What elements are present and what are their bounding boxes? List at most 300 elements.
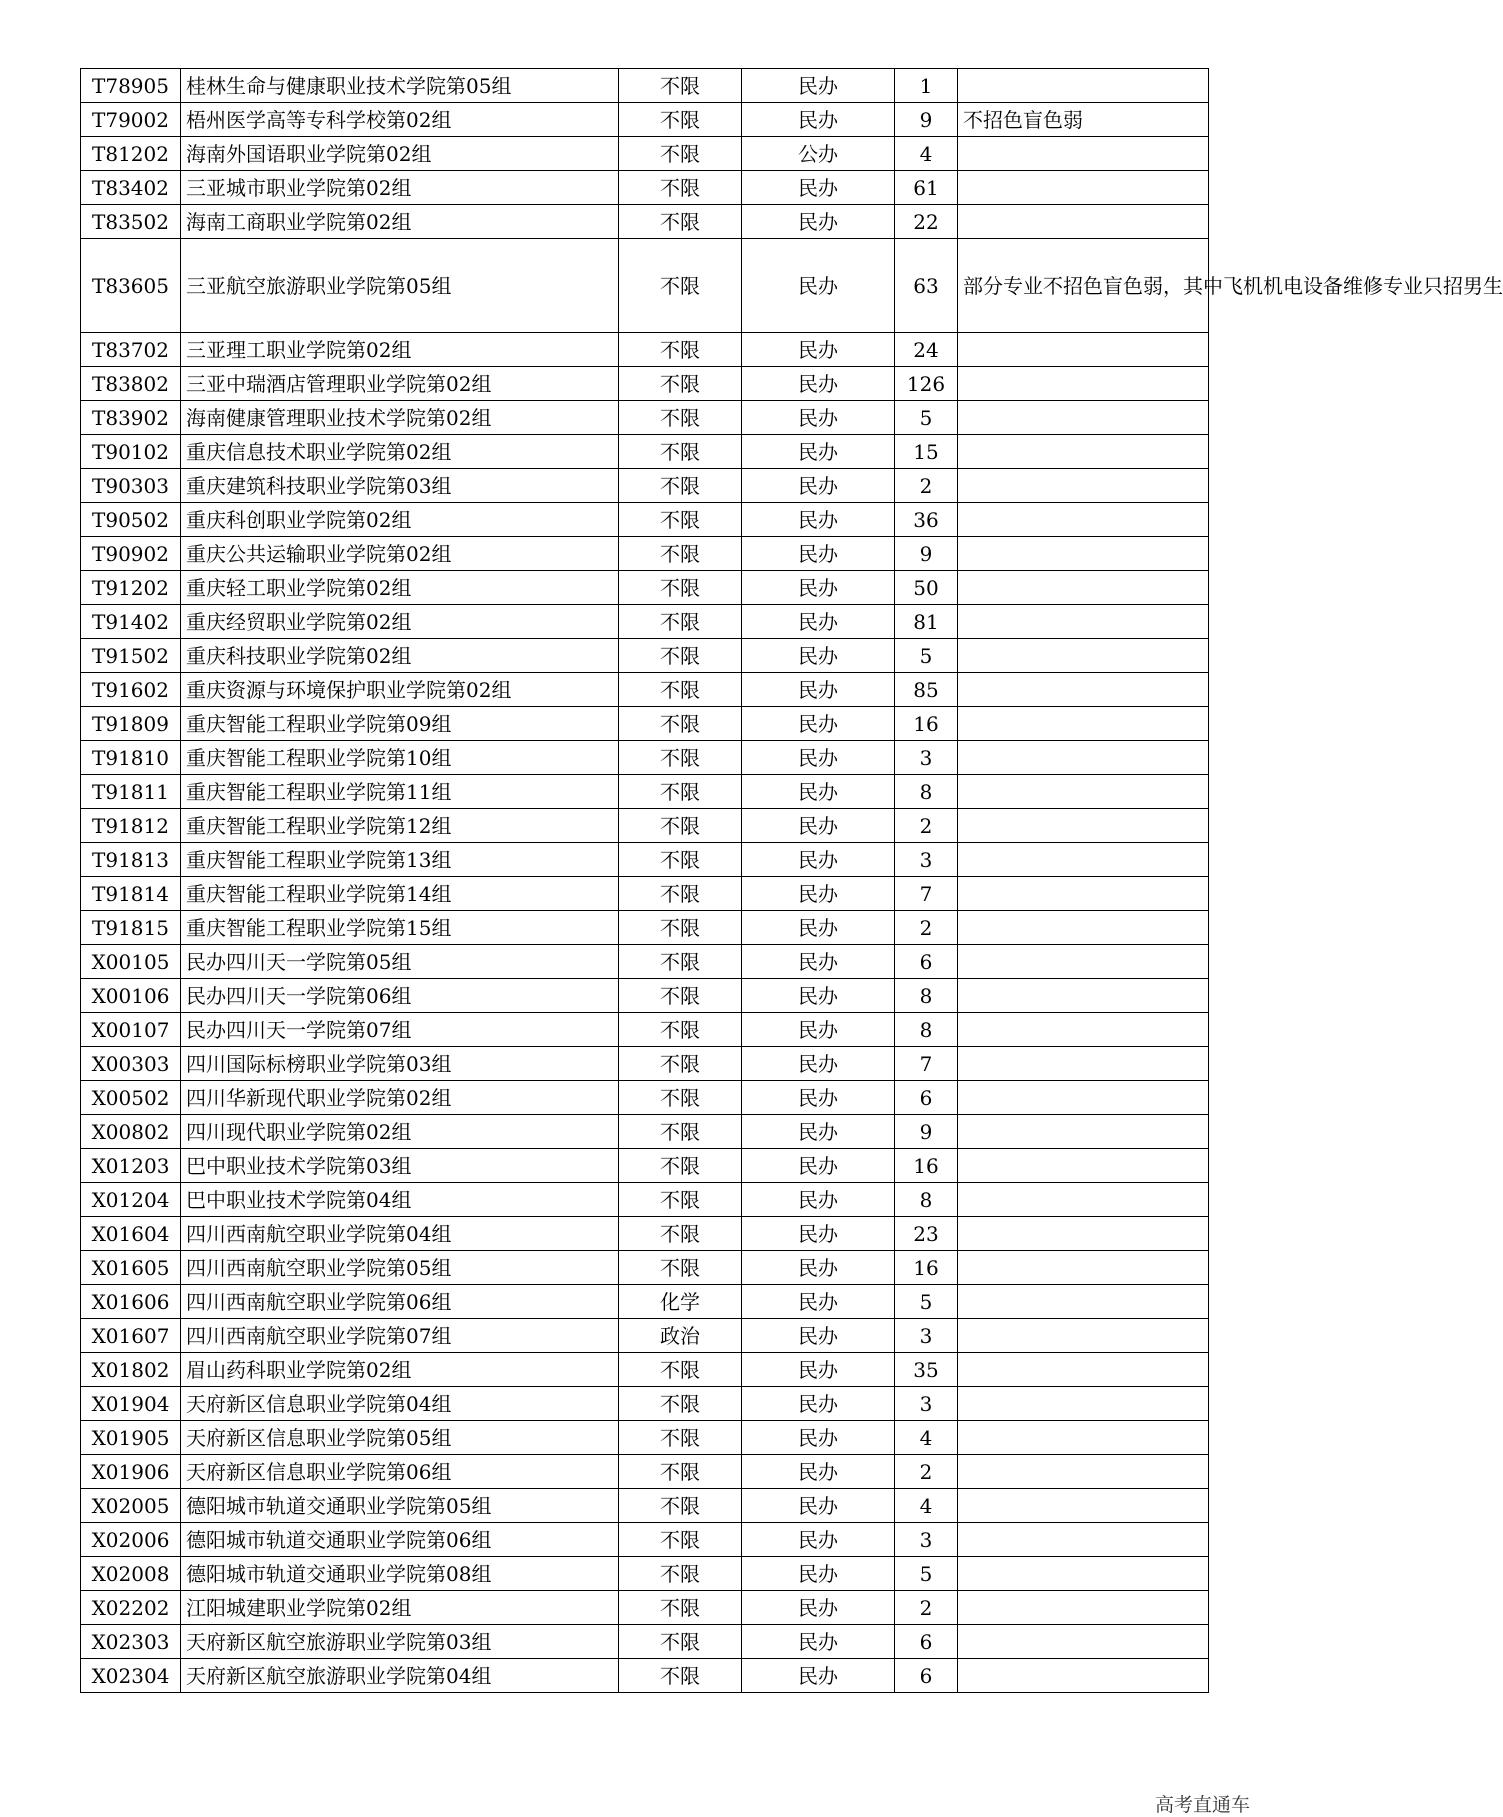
group-code-cell: X01904: [81, 1387, 181, 1421]
plan-count-cell: 81: [895, 605, 958, 639]
school-group-name-cell: 重庆科创职业学院第02组: [181, 503, 619, 537]
plan-count-cell: 3: [895, 741, 958, 775]
remarks-cell: [958, 639, 1209, 673]
school-type-cell: 民办: [742, 945, 895, 979]
plan-count-cell: 9: [895, 103, 958, 137]
subject-requirement-cell: 不限: [619, 571, 742, 605]
subject-requirement-cell: 不限: [619, 673, 742, 707]
table-row: [81, 401, 1209, 435]
school-group-name-cell: 德阳城市轨道交通职业学院第08组: [181, 1557, 619, 1591]
table-row: [81, 137, 1209, 171]
table-row: [81, 1659, 1209, 1693]
school-type-cell: 民办: [742, 1081, 895, 1115]
table-row: [81, 775, 1209, 809]
remarks-cell: [958, 137, 1209, 171]
plan-count-cell: 23: [895, 1217, 958, 1251]
subject-requirement-cell: 不限: [619, 171, 742, 205]
table-row: [81, 809, 1209, 843]
school-group-name-cell: 重庆智能工程职业学院第15组: [181, 911, 619, 945]
school-type-cell: 民办: [742, 239, 895, 333]
subject-requirement-cell: 不限: [619, 605, 742, 639]
remarks-cell: [958, 775, 1209, 809]
remarks-cell: [958, 1421, 1209, 1455]
group-code-cell: X02303: [81, 1625, 181, 1659]
subject-requirement-cell: 化学: [619, 1285, 742, 1319]
subject-requirement-cell: 不限: [619, 1149, 742, 1183]
plan-count-cell: 5: [895, 401, 958, 435]
table-row: [81, 1013, 1209, 1047]
remarks-cell: [958, 469, 1209, 503]
group-code-cell: T83702: [81, 333, 181, 367]
plan-count-cell: 1: [895, 69, 958, 103]
subject-requirement-cell: 不限: [619, 809, 742, 843]
school-group-name-cell: 重庆科技职业学院第02组: [181, 639, 619, 673]
remarks-cell: [958, 741, 1209, 775]
school-group-name-cell: 民办四川天一学院第06组: [181, 979, 619, 1013]
plan-count-cell: 8: [895, 1183, 958, 1217]
remarks-cell: [958, 809, 1209, 843]
plan-count-cell: 50: [895, 571, 958, 605]
table-row: [81, 1523, 1209, 1557]
group-code-cell: T91814: [81, 877, 181, 911]
school-group-name-cell: 桂林生命与健康职业技术学院第05组: [181, 69, 619, 103]
school-group-name-cell: 重庆公共运输职业学院第02组: [181, 537, 619, 571]
subject-requirement-cell: 不限: [619, 503, 742, 537]
school-group-name-cell: 重庆经贸职业学院第02组: [181, 605, 619, 639]
table-row: [81, 171, 1209, 205]
remarks-cell: [958, 1353, 1209, 1387]
plan-count-cell: 2: [895, 1455, 958, 1489]
table-row: [81, 639, 1209, 673]
school-type-cell: 民办: [742, 503, 895, 537]
subject-requirement-cell: 不限: [619, 775, 742, 809]
school-type-cell: 民办: [742, 775, 895, 809]
plan-count-cell: 9: [895, 1115, 958, 1149]
remarks-cell: [958, 205, 1209, 239]
table-row: [81, 1489, 1209, 1523]
group-code-cell: X02005: [81, 1489, 181, 1523]
remarks-cell: [958, 435, 1209, 469]
school-group-name-cell: 重庆智能工程职业学院第10组: [181, 741, 619, 775]
school-type-cell: 民办: [742, 537, 895, 571]
school-group-name-cell: 四川现代职业学院第02组: [181, 1115, 619, 1149]
school-type-cell: 民办: [742, 1659, 895, 1693]
table-row: [81, 103, 1209, 137]
remarks-cell: [958, 1455, 1209, 1489]
group-code-cell: T91812: [81, 809, 181, 843]
remarks-cell: [958, 1625, 1209, 1659]
group-code-cell: X01604: [81, 1217, 181, 1251]
school-type-cell: 民办: [742, 367, 895, 401]
group-code-cell: T91202: [81, 571, 181, 605]
group-code-cell: T83802: [81, 367, 181, 401]
remarks-cell: [958, 1387, 1209, 1421]
plan-count-cell: 2: [895, 1591, 958, 1625]
group-code-cell: T91810: [81, 741, 181, 775]
subject-requirement-cell: 不限: [619, 979, 742, 1013]
subject-requirement-cell: 不限: [619, 137, 742, 171]
table-row: [81, 1387, 1209, 1421]
remarks-cell: [958, 1319, 1209, 1353]
plan-count-cell: 3: [895, 1523, 958, 1557]
school-type-cell: 民办: [742, 809, 895, 843]
subject-requirement-cell: 不限: [619, 205, 742, 239]
remarks-cell: [958, 367, 1209, 401]
remarks-cell: [958, 1251, 1209, 1285]
plan-count-cell: 15: [895, 435, 958, 469]
group-code-cell: T83402: [81, 171, 181, 205]
school-group-name-cell: 天府新区航空旅游职业学院第03组: [181, 1625, 619, 1659]
table-row: [81, 239, 1209, 333]
group-code-cell: T83605: [81, 239, 181, 333]
plan-count-cell: 6: [895, 1659, 958, 1693]
plan-count-cell: 5: [895, 639, 958, 673]
school-group-name-cell: 四川国际标榜职业学院第03组: [181, 1047, 619, 1081]
subject-requirement-cell: 不限: [619, 1251, 742, 1285]
group-code-cell: T91402: [81, 605, 181, 639]
subject-requirement-cell: 不限: [619, 639, 742, 673]
subject-requirement-cell: 不限: [619, 843, 742, 877]
school-group-name-cell: 海南健康管理职业技术学院第02组: [181, 401, 619, 435]
plan-count-cell: 2: [895, 809, 958, 843]
group-code-cell: X01605: [81, 1251, 181, 1285]
table-row: [81, 1047, 1209, 1081]
school-type-cell: 民办: [742, 1285, 895, 1319]
subject-requirement-cell: 不限: [619, 469, 742, 503]
school-type-cell: 民办: [742, 469, 895, 503]
plan-count-cell: 5: [895, 1557, 958, 1591]
subject-requirement-cell: 不限: [619, 911, 742, 945]
remarks-cell: [958, 171, 1209, 205]
school-group-name-cell: 江阳城建职业学院第02组: [181, 1591, 619, 1625]
school-type-cell: 公办: [742, 137, 895, 171]
subject-requirement-cell: 不限: [619, 1013, 742, 1047]
school-group-name-cell: 民办四川天一学院第07组: [181, 1013, 619, 1047]
table-row: [81, 979, 1209, 1013]
plan-count-cell: 24: [895, 333, 958, 367]
school-group-name-cell: 重庆建筑科技职业学院第03组: [181, 469, 619, 503]
subject-requirement-cell: 不限: [619, 1421, 742, 1455]
school-type-cell: 民办: [742, 1353, 895, 1387]
school-group-name-cell: 重庆智能工程职业学院第12组: [181, 809, 619, 843]
table-row: [81, 877, 1209, 911]
group-code-cell: T91815: [81, 911, 181, 945]
subject-requirement-cell: 不限: [619, 69, 742, 103]
school-group-name-cell: 三亚中瑞酒店管理职业学院第02组: [181, 367, 619, 401]
table-row: [81, 1285, 1209, 1319]
table-row: [81, 1149, 1209, 1183]
subject-requirement-cell: 不限: [619, 537, 742, 571]
school-type-cell: 民办: [742, 69, 895, 103]
subject-requirement-cell: 不限: [619, 333, 742, 367]
subject-requirement-cell: 不限: [619, 401, 742, 435]
school-group-name-cell: 民办四川天一学院第05组: [181, 945, 619, 979]
group-code-cell: T91602: [81, 673, 181, 707]
school-group-name-cell: 德阳城市轨道交通职业学院第06组: [181, 1523, 619, 1557]
watermark: 高考直通车: [1154, 1794, 1250, 1816]
subject-requirement-cell: 不限: [619, 1387, 742, 1421]
table-row: [81, 469, 1209, 503]
remarks-cell: [958, 1047, 1209, 1081]
school-type-cell: 民办: [742, 1149, 895, 1183]
school-type-cell: 民办: [742, 1455, 895, 1489]
remarks-cell: [958, 1659, 1209, 1693]
plan-count-cell: 6: [895, 1081, 958, 1115]
school-type-cell: 民办: [742, 911, 895, 945]
table-row: [81, 1115, 1209, 1149]
group-code-cell: X01906: [81, 1455, 181, 1489]
school-type-cell: 民办: [742, 843, 895, 877]
subject-requirement-cell: 不限: [619, 1523, 742, 1557]
school-type-cell: 民办: [742, 1217, 895, 1251]
group-code-cell: T90902: [81, 537, 181, 571]
school-type-cell: 民办: [742, 605, 895, 639]
school-type-cell: 民办: [742, 741, 895, 775]
remarks-cell: [958, 1013, 1209, 1047]
school-group-name-cell: 梧州医学高等专科学校第02组: [181, 103, 619, 137]
school-group-name-cell: 三亚城市职业学院第02组: [181, 171, 619, 205]
plan-count-cell: 2: [895, 911, 958, 945]
plan-count-cell: 85: [895, 673, 958, 707]
group-code-cell: T83902: [81, 401, 181, 435]
plan-count-cell: 4: [895, 1421, 958, 1455]
plan-count-cell: 36: [895, 503, 958, 537]
school-group-name-cell: 重庆智能工程职业学院第09组: [181, 707, 619, 741]
school-type-cell: 民办: [742, 571, 895, 605]
school-group-name-cell: 重庆智能工程职业学院第11组: [181, 775, 619, 809]
group-code-cell: X00107: [81, 1013, 181, 1047]
table-row: [81, 333, 1209, 367]
table-row: [81, 605, 1209, 639]
plan-count-cell: 6: [895, 945, 958, 979]
plan-count-cell: 3: [895, 1319, 958, 1353]
group-code-cell: T90102: [81, 435, 181, 469]
remarks-cell: [958, 1523, 1209, 1557]
plan-count-cell: 5: [895, 1285, 958, 1319]
group-code-cell: X02304: [81, 1659, 181, 1693]
remarks-cell: [958, 1591, 1209, 1625]
school-type-cell: 民办: [742, 1489, 895, 1523]
group-code-cell: X00502: [81, 1081, 181, 1115]
school-type-cell: 民办: [742, 1625, 895, 1659]
school-group-name-cell: 重庆智能工程职业学院第14组: [181, 877, 619, 911]
group-code-cell: X00802: [81, 1115, 181, 1149]
school-group-name-cell: 重庆智能工程职业学院第13组: [181, 843, 619, 877]
school-type-cell: 民办: [742, 673, 895, 707]
subject-requirement-cell: 不限: [619, 877, 742, 911]
table-row: [81, 1319, 1209, 1353]
school-type-cell: 民办: [742, 1557, 895, 1591]
plan-count-cell: 9: [895, 537, 958, 571]
group-code-cell: X01607: [81, 1319, 181, 1353]
subject-requirement-cell: 不限: [619, 1455, 742, 1489]
school-type-cell: 民办: [742, 1421, 895, 1455]
remarks-cell: [958, 979, 1209, 1013]
subject-requirement-cell: 不限: [619, 1115, 742, 1149]
table-row: [81, 1217, 1209, 1251]
table-row: [81, 435, 1209, 469]
plan-count-cell: 7: [895, 877, 958, 911]
remarks-cell: [958, 707, 1209, 741]
remarks-cell: [958, 1489, 1209, 1523]
group-code-cell: X01905: [81, 1421, 181, 1455]
remarks-cell: [958, 333, 1209, 367]
subject-requirement-cell: 不限: [619, 1659, 742, 1693]
subject-requirement-cell: 不限: [619, 1591, 742, 1625]
plan-count-cell: 4: [895, 1489, 958, 1523]
school-type-cell: 民办: [742, 435, 895, 469]
school-type-cell: 民办: [742, 979, 895, 1013]
subject-requirement-cell: 不限: [619, 367, 742, 401]
school-group-name-cell: 三亚理工职业学院第02组: [181, 333, 619, 367]
plan-count-cell: 126: [895, 367, 958, 401]
school-group-name-cell: 四川西南航空职业学院第07组: [181, 1319, 619, 1353]
school-group-name-cell: 天府新区信息职业学院第06组: [181, 1455, 619, 1489]
table-row: [81, 367, 1209, 401]
group-code-cell: X02008: [81, 1557, 181, 1591]
school-type-cell: 民办: [742, 401, 895, 435]
remarks-cell: [958, 537, 1209, 571]
subject-requirement-cell: 不限: [619, 1047, 742, 1081]
subject-requirement-cell: 不限: [619, 741, 742, 775]
school-type-cell: 民办: [742, 1591, 895, 1625]
group-code-cell: T79002: [81, 103, 181, 137]
group-code-cell: T90502: [81, 503, 181, 537]
remarks-cell: [958, 843, 1209, 877]
group-code-cell: X00303: [81, 1047, 181, 1081]
group-code-cell: X00106: [81, 979, 181, 1013]
remarks-cell: [958, 877, 1209, 911]
school-type-cell: 民办: [742, 205, 895, 239]
plan-count-cell: 2: [895, 469, 958, 503]
remarks-cell: [958, 911, 1209, 945]
school-group-name-cell: 四川西南航空职业学院第04组: [181, 1217, 619, 1251]
table-row: [81, 1353, 1209, 1387]
school-type-cell: 民办: [742, 707, 895, 741]
remarks-cell: [958, 1557, 1209, 1591]
school-type-cell: 民办: [742, 1387, 895, 1421]
table-row: [81, 1421, 1209, 1455]
plan-count-cell: 35: [895, 1353, 958, 1387]
school-type-cell: 民办: [742, 877, 895, 911]
school-type-cell: 民办: [742, 1251, 895, 1285]
table-row: [81, 537, 1209, 571]
group-code-cell: T91813: [81, 843, 181, 877]
group-code-cell: X02202: [81, 1591, 181, 1625]
table-row: [81, 673, 1209, 707]
subject-requirement-cell: 不限: [619, 1217, 742, 1251]
subject-requirement-cell: 不限: [619, 945, 742, 979]
table-row: [81, 1591, 1209, 1625]
school-type-cell: 民办: [742, 171, 895, 205]
subject-requirement-cell: 不限: [619, 435, 742, 469]
plan-count-cell: 16: [895, 1251, 958, 1285]
school-group-name-cell: 巴中职业技术学院第04组: [181, 1183, 619, 1217]
school-group-name-cell: 巴中职业技术学院第03组: [181, 1149, 619, 1183]
group-code-cell: T91809: [81, 707, 181, 741]
table-row: [81, 1625, 1209, 1659]
school-type-cell: 民办: [742, 1183, 895, 1217]
remarks-cell: [958, 945, 1209, 979]
remarks-cell: [958, 503, 1209, 537]
school-group-name-cell: 海南工商职业学院第02组: [181, 205, 619, 239]
plan-count-cell: 61: [895, 171, 958, 205]
school-type-cell: 民办: [742, 1013, 895, 1047]
school-group-name-cell: 天府新区信息职业学院第04组: [181, 1387, 619, 1421]
table-row: [81, 571, 1209, 605]
group-code-cell: T91502: [81, 639, 181, 673]
remarks-cell: [958, 605, 1209, 639]
table-row: [81, 503, 1209, 537]
subject-requirement-cell: 不限: [619, 1489, 742, 1523]
school-group-name-cell: 海南外国语职业学院第02组: [181, 137, 619, 171]
plan-count-cell: 63: [895, 239, 958, 333]
subject-requirement-cell: 不限: [619, 1557, 742, 1591]
group-code-cell: T90303: [81, 469, 181, 503]
school-type-cell: 民办: [742, 1319, 895, 1353]
school-group-name-cell: 四川西南航空职业学院第05组: [181, 1251, 619, 1285]
group-code-cell: T91811: [81, 775, 181, 809]
school-group-name-cell: 重庆轻工职业学院第02组: [181, 571, 619, 605]
table-row: [81, 205, 1209, 239]
plan-count-cell: 6: [895, 1625, 958, 1659]
plan-count-cell: 4: [895, 137, 958, 171]
school-group-name-cell: 德阳城市轨道交通职业学院第05组: [181, 1489, 619, 1523]
remarks-cell: [958, 1217, 1209, 1251]
table-body: [81, 69, 1503, 1693]
group-code-cell: X01204: [81, 1183, 181, 1217]
remarks-cell: [958, 673, 1209, 707]
plan-count-cell: 22: [895, 205, 958, 239]
school-type-cell: 民办: [742, 1523, 895, 1557]
table-row: [81, 707, 1209, 741]
table-row: [81, 1251, 1209, 1285]
remarks-cell: [958, 69, 1209, 103]
school-type-cell: 民办: [742, 1047, 895, 1081]
plan-count-cell: 8: [895, 979, 958, 1013]
table-row: [81, 69, 1209, 103]
school-type-cell: 民办: [742, 1115, 895, 1149]
subject-requirement-cell: 不限: [619, 1625, 742, 1659]
group-code-cell: T83502: [81, 205, 181, 239]
remarks-cell: [958, 1285, 1209, 1319]
group-code-cell: X00105: [81, 945, 181, 979]
remarks-cell: [958, 401, 1209, 435]
table-row: [81, 1455, 1209, 1489]
school-group-name-cell: 天府新区航空旅游职业学院第04组: [181, 1659, 619, 1693]
remarks-cell: [958, 571, 1209, 605]
school-group-name-cell: 四川西南航空职业学院第06组: [181, 1285, 619, 1319]
school-group-name-cell: 眉山药科职业学院第02组: [181, 1353, 619, 1387]
group-code-cell: T81202: [81, 137, 181, 171]
subject-requirement-cell: 不限: [619, 1183, 742, 1217]
school-group-name-cell: 重庆信息技术职业学院第02组: [181, 435, 619, 469]
school-type-cell: 民办: [742, 103, 895, 137]
plan-count-cell: 8: [895, 775, 958, 809]
remarks-cell: [958, 1115, 1209, 1149]
table-row: [81, 1183, 1209, 1217]
plan-count-cell: 8: [895, 1013, 958, 1047]
table-row: [81, 843, 1209, 877]
plan-count-cell: 16: [895, 707, 958, 741]
subject-requirement-cell: 政治: [619, 1319, 742, 1353]
table-row: [81, 945, 1209, 979]
school-group-name-cell: 四川华新现代职业学院第02组: [181, 1081, 619, 1115]
school-group-name-cell: 天府新区信息职业学院第05组: [181, 1421, 619, 1455]
table-row: [81, 911, 1209, 945]
group-code-cell: X01606: [81, 1285, 181, 1319]
subject-requirement-cell: 不限: [619, 707, 742, 741]
